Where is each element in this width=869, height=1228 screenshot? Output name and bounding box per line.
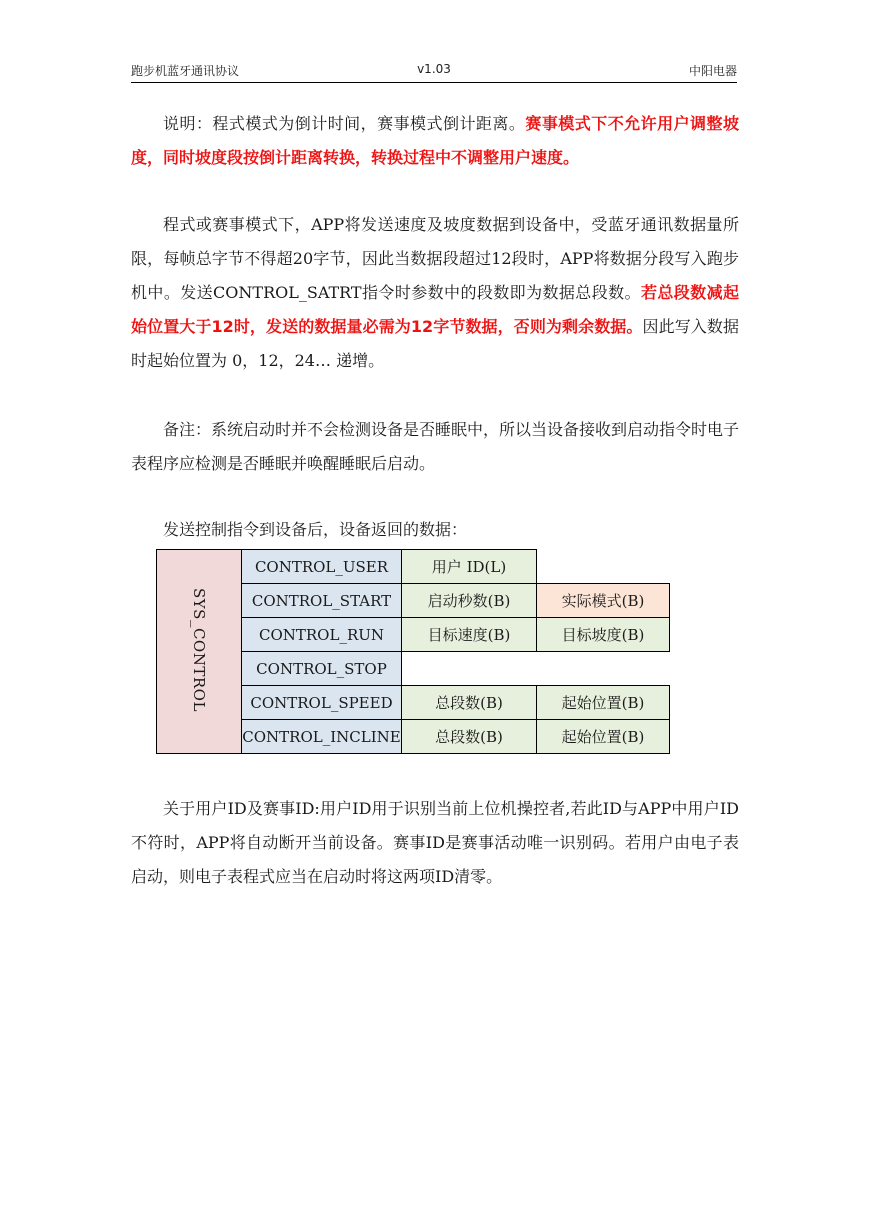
table-row — [157, 550, 670, 584]
param-cell: 起始位置(B) — [537, 720, 670, 754]
param-cell: 用户 ID(L) — [402, 550, 537, 584]
cmd-cell: CONTROL_INCLINE — [242, 720, 402, 754]
data-segment-paragraph — [131, 208, 739, 378]
cmd-cell: CONTROL_STOP — [242, 652, 402, 686]
empty-cell — [402, 652, 670, 686]
segment-warning: 若总段数减起始位置大于12时，发送的数据量必需为12字节数据，否则为剩余数据。 — [131, 283, 739, 336]
segment-tail: 因此写入数据时起始位置为 0，12，24… 递增。 — [131, 317, 739, 370]
note-paragraph — [131, 107, 739, 175]
group-label: SYS_CONTROL — [190, 587, 208, 712]
param-cell: 目标坡度(B) — [537, 618, 670, 652]
control-return-table — [156, 549, 670, 754]
table-caption: 发送控制指令到设备后，设备返回的数据： — [163, 520, 468, 539]
param-cell: 启动秒数(B) — [402, 584, 537, 618]
header-doc-title: 跑步机蓝牙通讯协议 — [131, 64, 240, 78]
param-cell: 总段数(B) — [402, 720, 537, 754]
note-warning: 赛事模式下不允许用户调整坡度，同时坡度段按倒计距离转换，转换过程中不调整用户速度。 — [131, 114, 739, 167]
empty-cell — [537, 550, 670, 584]
id-explanation-paragraph: 关于用户ID及赛事ID:用户ID用于识别当前上位机操控者,若此ID与APP中用户ID不符时，APP将自动断开当前设备。赛事ID是赛事活动唯一识别码。若用户由电子表启动，则电子表程式应当在启动时将这两项ID清零。 — [131, 799, 739, 886]
header-company: 中阳电器 — [688, 64, 737, 78]
cmd-cell: CONTROL_RUN — [242, 618, 402, 652]
group-cell — [157, 550, 242, 754]
page-header — [131, 62, 737, 83]
param-cell: 目标速度(B) — [402, 618, 537, 652]
cmd-cell: CONTROL_START — [242, 584, 402, 618]
cmd-cell: CONTROL_SPEED — [242, 686, 402, 720]
remark-paragraph: 备注：系统启动时并不会检测设备是否睡眠中，所以当设备接收到启动指令时电子表程序应检测是否睡眠并唤醒睡眠后启动。 — [131, 420, 740, 473]
param-cell: 起始位置(B) — [537, 686, 670, 720]
param-cell: 总段数(B) — [402, 686, 537, 720]
segment-text: 程式或赛事模式下，APP将发送速度及坡度数据到设备中，受蓝牙通讯数据量所限，每帧总字节不得超20字节，因此当数据段超过12段时，APP将数据分段写入跑步机中。发送CONTROL_SATRT指令时参数中的段数即为数据总段数。 — [131, 215, 739, 302]
header-version: v1.03 — [417, 62, 451, 76]
cmd-cell: CONTROL_USER — [242, 550, 402, 584]
note-text: 说明：程式模式为倒计时间，赛事模式倒计距离。 — [163, 114, 526, 133]
param-cell: 实际模式(B) — [537, 584, 670, 618]
